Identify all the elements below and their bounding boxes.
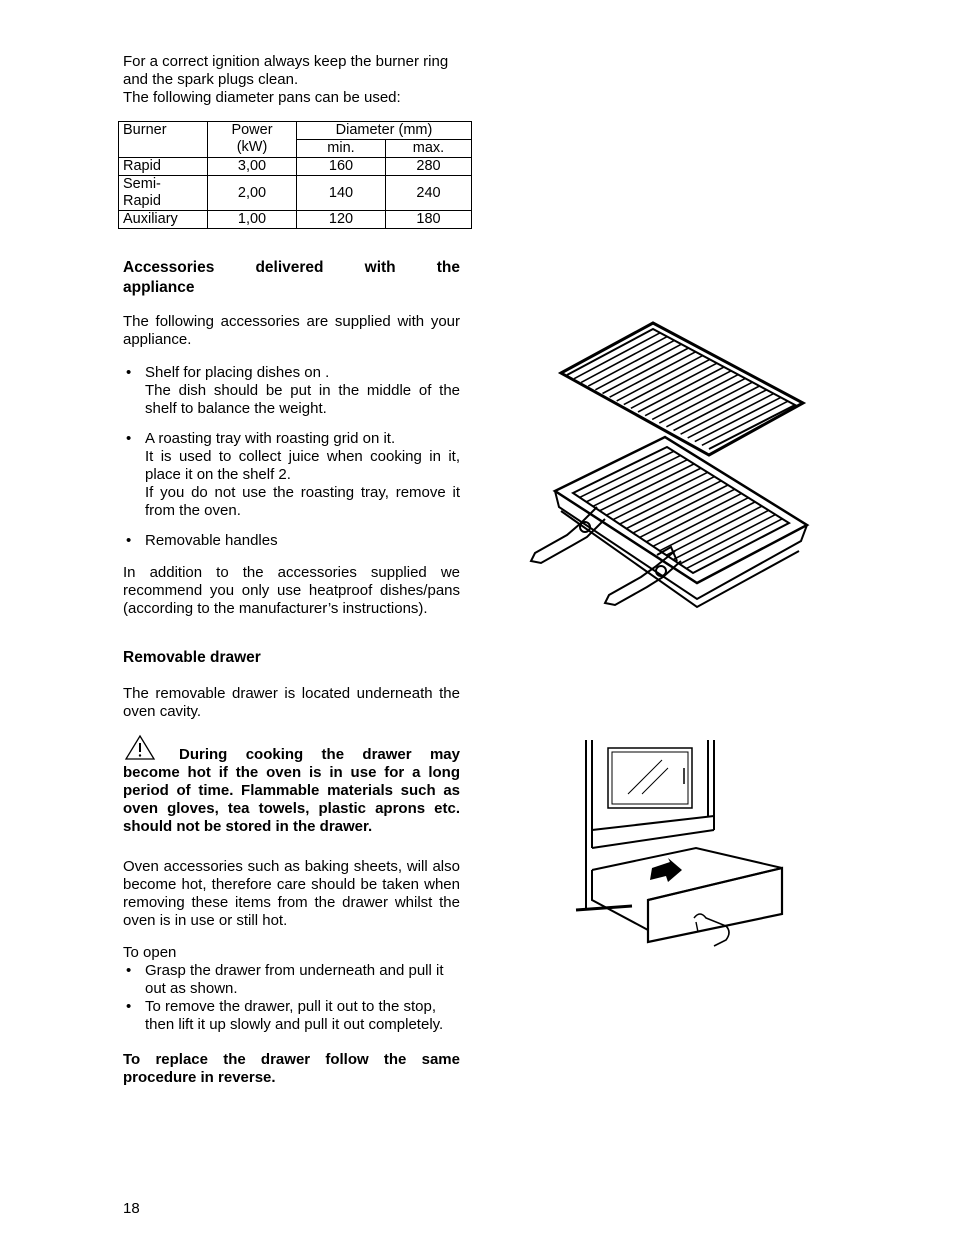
accessories-list [123, 364, 460, 550]
list-item [123, 430, 460, 520]
table-row [119, 211, 472, 229]
accessories-heading-line-1: Accessories delivered with the [123, 259, 460, 276]
grid-bar [606, 468, 701, 515]
header-power [208, 122, 297, 158]
grid-bar [666, 506, 762, 555]
accessory-text: The dish should be put in the middle of the shelf to balance the weight. [145, 382, 460, 417]
drawer-accessories-note: Oven accessories such as baking sheets, will also become hot, therefore care should be taken when removing these items from the drawer whilst the oven is in use or still hot. [123, 858, 460, 929]
accessory-text: It is used to collect juice when cooking in it, place it on the shelf 2. [145, 448, 460, 483]
bullet: • [126, 962, 132, 979]
oven-drawer-illustration [572, 738, 792, 953]
accessories-heading [123, 258, 460, 298]
grid-bar [620, 477, 715, 525]
step-text: To remove the drawer, pull it out to the stop, then lift it up slowly and pull it out completely. [145, 998, 444, 1033]
cell-min: 120 [297, 211, 386, 229]
bullet: • [126, 998, 132, 1015]
intro-line-1: For a correct ignition always keep the burner ring [123, 53, 449, 70]
grid-bar [686, 519, 782, 569]
table-row [119, 176, 472, 211]
cell-power: 3,00 [208, 158, 297, 176]
drawer-heading: Removable drawer [123, 649, 261, 666]
intro-line-2: and the spark plugs clean. [123, 71, 299, 88]
cell-burner: Rapid [119, 158, 208, 176]
grid-bar [646, 493, 741, 541]
cell-max: 280 [386, 158, 472, 176]
list-item [123, 364, 460, 418]
list-item [123, 998, 468, 1034]
intro-line-3: The following diameter pans can be used: [123, 89, 401, 106]
step-text: Grasp the drawer from underneath and pull it out as shown. [145, 962, 444, 997]
bullet: • [126, 364, 132, 381]
warning-rest-text: become hot if the oven is in use for a long period of time. Flammable materials such as oven gloves, tea towels, plastic aprons etc. should not be stored in the drawer. [123, 764, 460, 835]
bullet: • [126, 532, 132, 549]
grid-bar [626, 481, 721, 529]
accessory-title: A roasting tray with roasting grid on it. [145, 430, 396, 447]
header-power-label: Power [231, 122, 273, 138]
list-item [123, 962, 468, 998]
warning-triangle-icon [125, 735, 155, 760]
drawer-warning [123, 735, 460, 836]
grid-bar [653, 498, 748, 547]
cell-min: 160 [297, 158, 386, 176]
cell-max: 180 [386, 211, 472, 229]
accessory-text-2: If you do not use the roasting tray, remove it from the oven. [145, 484, 460, 519]
accessories-heading-line-2: appliance [123, 279, 195, 296]
cell-min: 140 [297, 176, 386, 211]
list-item [123, 532, 460, 550]
cell-burner-line-2: Rapid [123, 193, 161, 209]
grid-bar [588, 340, 674, 386]
grid-bar [613, 472, 708, 519]
cell-power: 1,00 [208, 211, 297, 229]
header-max: max. [386, 140, 472, 158]
grid-bar [600, 464, 694, 511]
oven-shelf-and-tray-illustration [525, 315, 815, 615]
warning-first-line [123, 735, 460, 764]
cell-max: 240 [386, 176, 472, 211]
grid-bar [680, 515, 776, 565]
burner-diameter-table [118, 121, 472, 229]
table-header-row [119, 122, 472, 140]
table-row [119, 158, 472, 176]
accessories-intro: The following accessories are supplied with your appliance. [123, 313, 460, 348]
accessory-title: Removable handles [145, 532, 278, 549]
intro-text [123, 53, 468, 107]
grid-bar [633, 485, 728, 533]
header-burner: Burner [119, 122, 208, 158]
to-open-label: To open [123, 944, 177, 961]
cell-burner: Auxiliary [119, 211, 208, 229]
drawer-intro: The removable drawer is located underneath the oven cavity. [123, 685, 460, 720]
header-power-unit: (kW) [236, 139, 268, 155]
accessories-recommendation: In addition to the accessories supplied we recommend you only use heatproof dishes/pans (according to the manufacturer’s instructions). [123, 564, 460, 617]
accessory-title: Shelf for placing dishes on . [145, 364, 330, 381]
header-min: min. [297, 140, 386, 158]
grid-bar [640, 489, 735, 537]
open-steps-list [123, 962, 468, 1034]
grid-bar [660, 502, 755, 551]
warning-first-text: During cooking the drawer may [179, 746, 460, 763]
cell-burner-line-1: Semi- [123, 176, 161, 192]
grid-bar [574, 333, 660, 379]
cell-power: 2,00 [208, 176, 297, 211]
page-number: 18 [123, 1200, 140, 1217]
replace-instruction: To replace the drawer follow the same procedure in reverse. [123, 1051, 460, 1086]
cell-burner [119, 176, 208, 211]
bullet: • [126, 430, 132, 447]
header-diameter: Diameter (mm) [297, 122, 472, 140]
